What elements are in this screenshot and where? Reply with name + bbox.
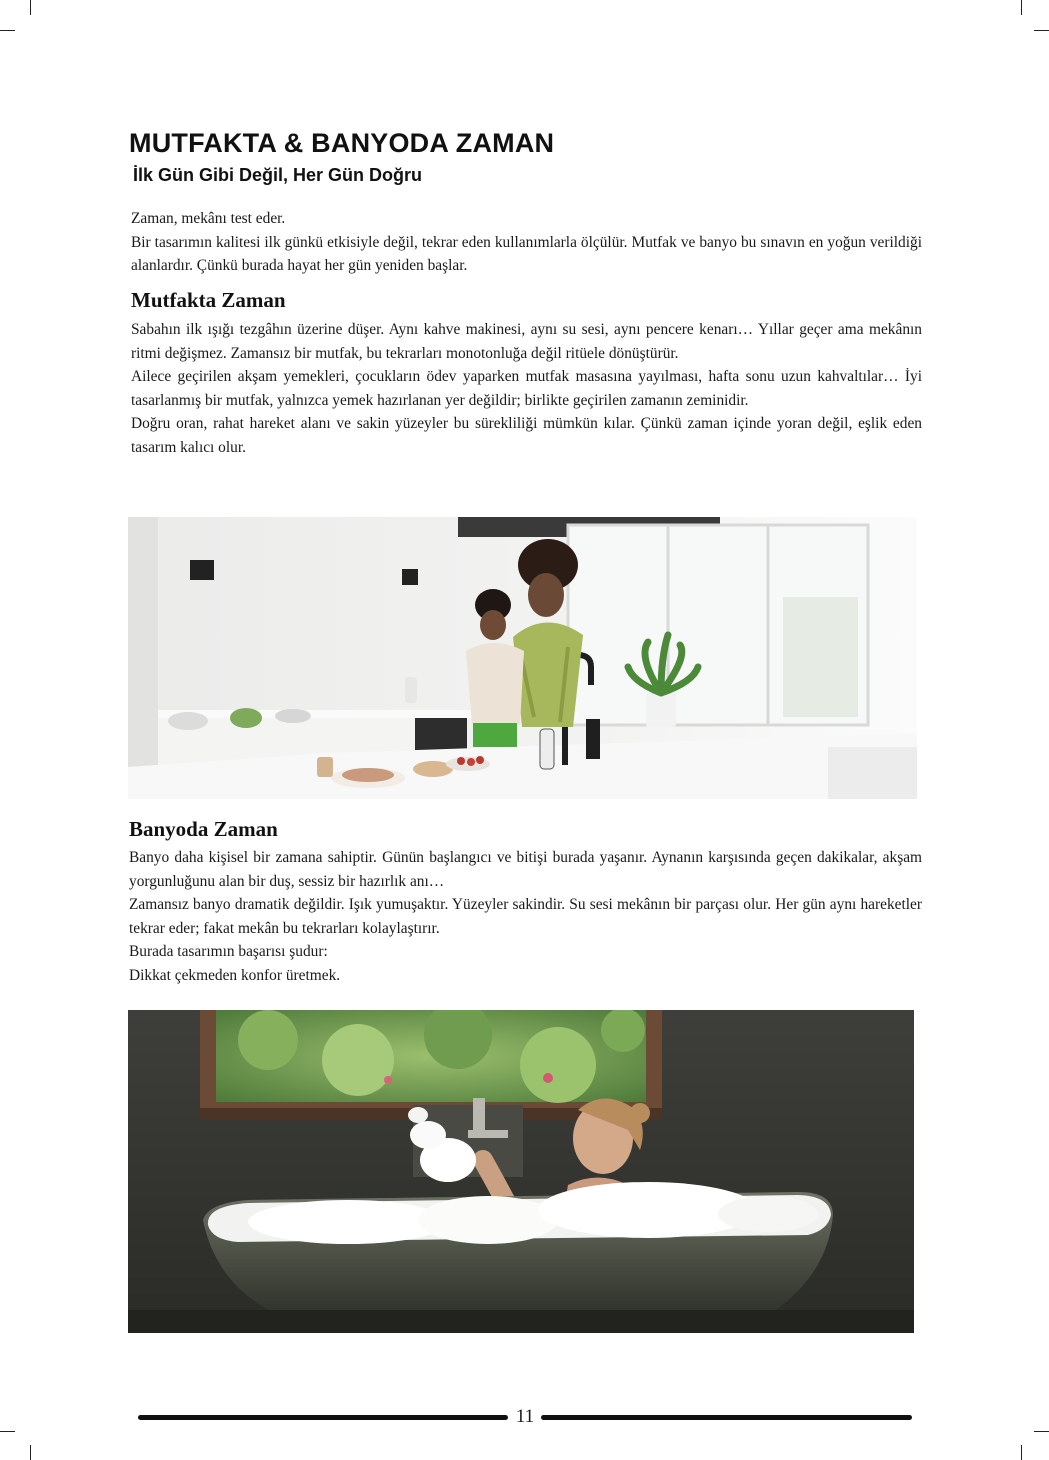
- bathroom-paragraph: Zamansız banyo dramatik değildir. Işık yumuşaktır. Yüzeyler sakindir. Su sesi mekânın bir parçası olur. Her gün aynı hareketler tekrar eder; fakat mekân bu tekrarları kolaylaştırır.: [129, 896, 922, 937]
- kitchen-text: [131, 318, 922, 459]
- crop-mark-bottom-left-h: [0, 1431, 15, 1432]
- crop-mark-bottom-right-h: [1034, 1431, 1049, 1432]
- crop-mark-top-right: [1021, 0, 1022, 15]
- intro-paragraph: Bir tasarımın kalitesi ilk günkü etkisiyle değil, tekrar eden kullanımlarla ölçülür. Mutfak ve banyo bu sınavın en yoğun verildiği alanlardır. Çünkü burada hayat her gün yeniden başlar.: [131, 233, 922, 274]
- page-number: 11: [515, 1406, 535, 1427]
- kitchen-paragraph: Doğru oran, rahat hareket alanı ve sakin yüzeyler bu sürekliliği mümkün kılar. Çünkü zaman içinde yoran değil, eşlik eden tasarım kalıcı olur.: [131, 415, 922, 456]
- footer-rule-left: [138, 1415, 508, 1420]
- bathroom-text: [129, 846, 922, 987]
- bathroom-paragraph: Banyo daha kişisel bir zamana sahiptir. Günün başlangıcı ve bitişi burada yaşanır. Aynanın karşısında geçen dakikalar, akşam yorgunluğunu alan bir duş, sessiz bir hazırlık anı…: [129, 849, 922, 890]
- crop-mark-bottom-left: [30, 1445, 31, 1460]
- footer-rule-right: [541, 1415, 912, 1420]
- crop-mark-bottom-right: [1021, 1445, 1022, 1460]
- bathroom-heading: Banyoda Zaman: [129, 817, 278, 841]
- crop-mark-top-right-h: [1034, 30, 1049, 31]
- crop-mark-top-left: [30, 0, 31, 15]
- kitchen-paragraph: Ailece geçirilen akşam yemekleri, çocukların ödev yaparken mutfak masasına yayılması, hafta sonu uzun kahvaltılar… İyi tasarlanmış bir mutfak, yalnızca yemek hazırlanan yer değildir; birlikte geçirilen zamanın zeminidir.: [131, 368, 922, 409]
- kitchen-photo: [128, 517, 917, 799]
- intro-text: [131, 207, 922, 278]
- page-title: MUTFAKTA & BANYODA ZAMAN: [129, 128, 555, 158]
- bathroom-paragraph: Dikkat çekmeden konfor üretmek.: [129, 966, 341, 984]
- kitchen-heading: Mutfakta Zaman: [131, 288, 286, 312]
- page-subtitle: İlk Gün Gibi Değil, Her Gün Doğru: [133, 165, 423, 185]
- crop-mark-top-left-h: [0, 30, 15, 31]
- kitchen-paragraph: Sabahın ilk ışığı tezgâhın üzerine düşer. Aynı kahve makinesi, aynı su sesi, aynı pencere kenarı… Yıllar geçer ama mekânın ritmi değişmez. Zamansız bir mutfak, bu tekrarları monotonluğa değil ritüele dönüştürür.: [131, 321, 922, 362]
- bathroom-paragraph: Burada tasarımın başarısı şudur:: [129, 943, 328, 960]
- intro-paragraph: Zaman, mekânı test eder.: [131, 210, 286, 227]
- bathroom-photo: [128, 1010, 914, 1333]
